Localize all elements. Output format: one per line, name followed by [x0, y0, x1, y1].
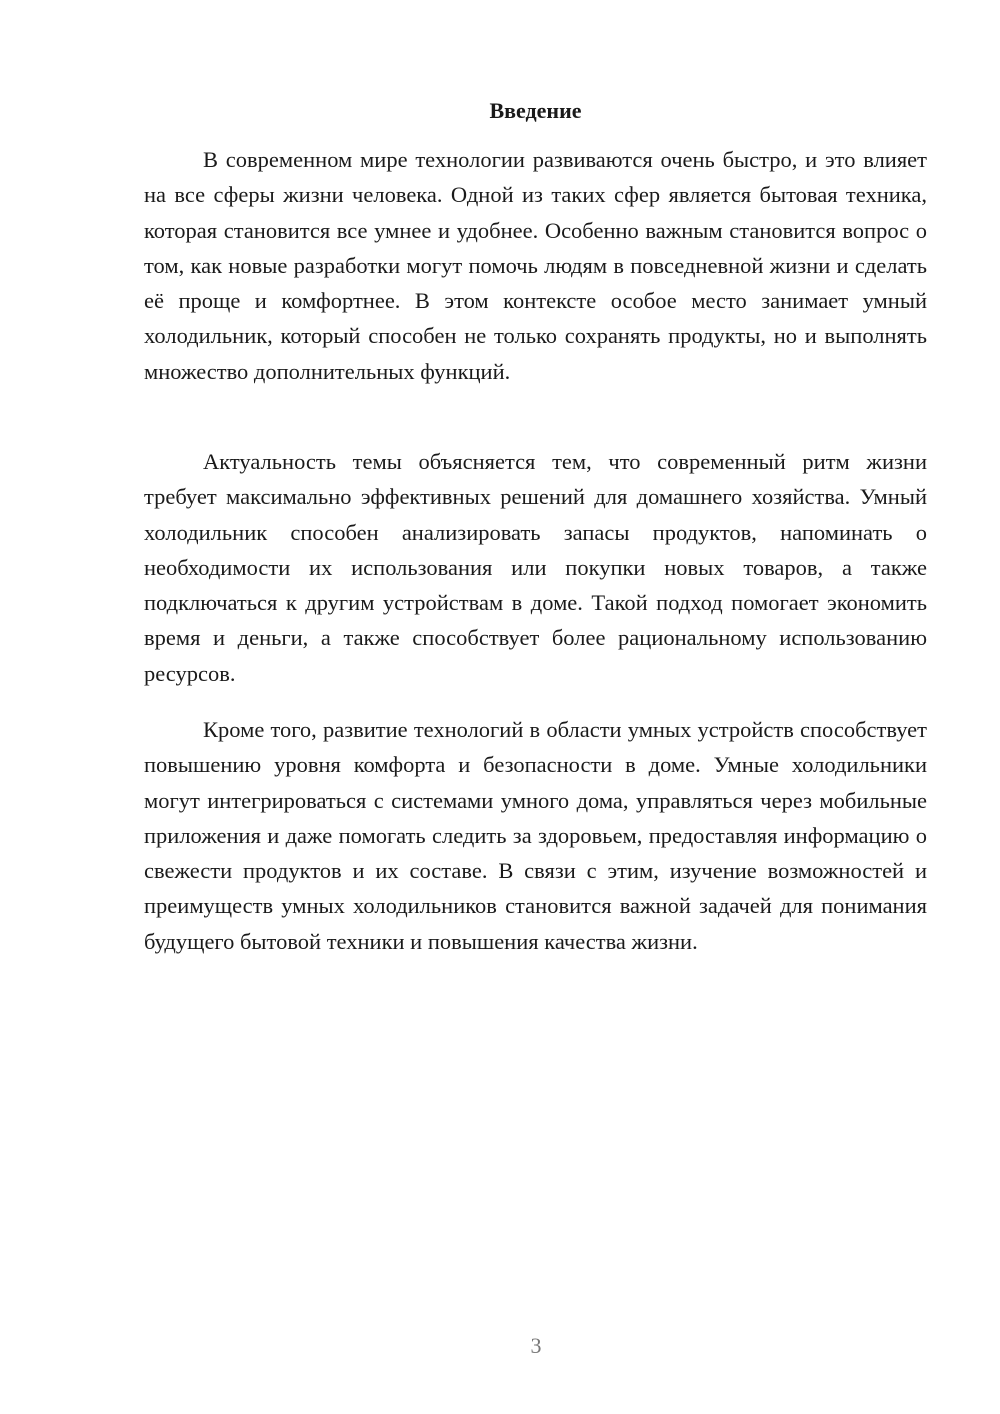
page-number: 3 — [530, 1333, 542, 1358]
section-heading: Введение — [489, 98, 582, 123]
paragraph-development: Кроме того, развитие технологий в области умных устройств способствует повышению уровня комфорта и безопасности в доме. Умные холодильники могут интегрироваться с системами умного дома, управляться через мобильные приложения и даже помогать следить за здоровьем, предоставляя информацию о свежести продуктов и их составе. В связи с этим, изучение возможностей и преимуществ умных холодильников становится важной задачей для понимания будущего бытовой техники и повышения качества жизни. — [144, 717, 927, 954]
paragraph-relevance: Актуальность темы объясняется тем, что современный ритм жизни требует максимально эффективных решений для домашнего хозяйства. Умный холодильник способен анализировать запасы продуктов, напоминать о необходимости их использования или покупки новых товаров, а также подключаться к другим устройствам в доме. Такой подход помогает экономить время и деньги, а также способствует более рациональному использованию ресурсов. — [144, 449, 927, 686]
paragraph-introduction: В современном мире технологии развиваются очень быстро, и это влияет на все сферы жизни человека. Одной из таких сфер является бытовая техника, которая становится все умнее и удобнее. Особенно важным становится вопрос о том, как новые разработки могут помочь людям в повседневной жизни и сделать её проще и комфортнее. В этом контексте особое место занимает умный холодильник, который способен не только сохранять продукты, но и выполнять множество дополнительных функций. — [144, 147, 927, 384]
